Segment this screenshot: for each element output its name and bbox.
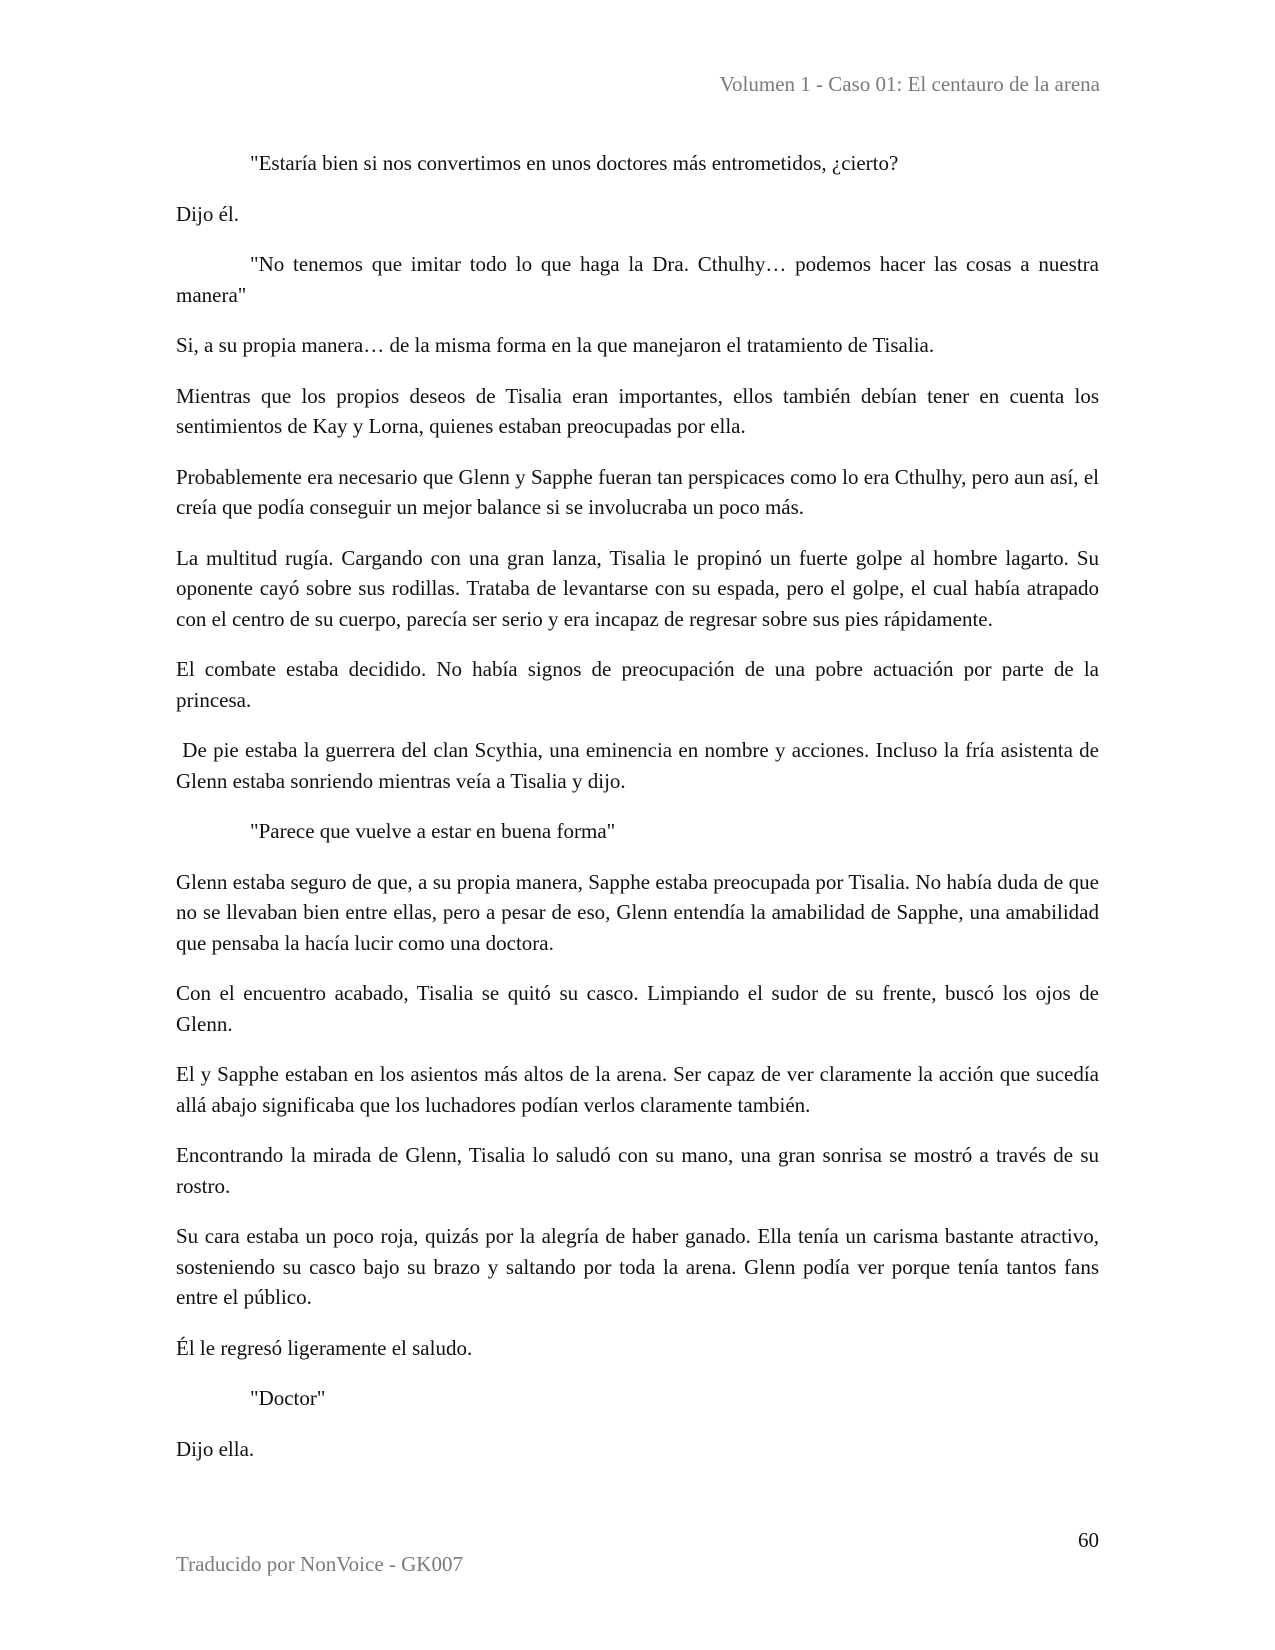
paragraph: El y Sapphe estaban en los asientos más altos de la arena. Ser capaz de ver claramente la acción que sucedía allá abajo significaba que los luchadores podían verlos claramente también. xyxy=(176,1062,1099,1117)
paragraph: Si, a su propia manera… de la misma forma en la que manejaron el tratamiento de Tisalia. xyxy=(176,333,935,357)
paragraph: La multitud rugía. Cargando con una gran lanza, Tisalia le propinó un fuerte golpe al hombre lagarto. Su oponente cayó sobre sus rodillas. Trataba de levantarse con su espada, pero el golpe, el cual había atrapado con el centro de su cuerpo, parecía ser serio y era incapaz de regresar sobre sus pies rápidamente. xyxy=(176,545,1099,631)
paragraph: Glenn estaba seguro de que, a su propia manera, Sapphe estaba preocupada por Tisalia. No había duda de que no se llevaban bien entre ellas, pero a pesar de eso, Glenn entendía la amabilidad de Sapphe, una amabilidad que pensaba la hacía lucir como una doctora. xyxy=(176,869,1099,955)
paragraph: Mientras que los propios deseos de Tisalia eran importantes, ellos también debían tener en cuenta los sentimientos de Kay y Lorna, quienes estaban preocupadas por ella. xyxy=(176,383,1099,438)
paragraph: "No tenemos que imitar todo lo que haga la Dra. Cthulhy… podemos hacer las cosas a nuestra manera" xyxy=(176,252,1099,307)
paragraph: Dijo él. xyxy=(176,201,239,226)
page-number: 60 xyxy=(1078,1528,1099,1552)
paragraph: Dijo ella. xyxy=(176,1436,255,1461)
paragraph: Encontrando la mirada de Glenn, Tisalia lo saludó con su mano, una gran sonrisa se mostró a través de su rostro. xyxy=(176,1143,1099,1198)
paragraph: Probablemente era necesario que Glenn y Sapphe fueran tan perspicaces como lo era Cthulhy, pero aun así, el creía que podía conseguir un mejor balance si se involucraba un poco más. xyxy=(176,464,1099,519)
paragraph: El combate estaba decidido. No había signos de preocupación de una pobre actuación por parte de la princesa. xyxy=(176,657,1099,712)
paragraph: "Estaría bien si nos convertimos en unos doctores más entrometidos, ¿cierto? xyxy=(250,151,899,175)
paragraph: "Parece que vuelve a estar en buena forma" xyxy=(250,819,616,843)
paragraph: "Doctor" xyxy=(250,1386,326,1410)
paragraph: Él le regresó ligeramente el saludo. xyxy=(176,1335,473,1360)
paragraph: De pie estaba la guerrera del clan Scythia, una eminencia en nombre y acciones. Incluso la fría asistenta de Glenn estaba sonriendo mientras veía a Tisalia y dijo. xyxy=(176,738,1105,793)
footer-credit: Traducido por NonVoice - GK007 xyxy=(176,1552,463,1576)
paragraph: Su cara estaba un poco roja, quizás por la alegría de haber ganado. Ella tenía un carisma bastante atractivo, sosteniendo su casco bajo su brazo y saltando por toda la arena. Glenn podía ver porque tenía tantos fans entre el público. xyxy=(176,1224,1099,1309)
running-header: Volumen 1 - Caso 01: El centauro de la arena xyxy=(719,72,1100,96)
paragraph: Con el encuentro acabado, Tisalia se quitó su casco. Limpiando el sudor de su frente, buscó los ojos de Glenn. xyxy=(176,981,1099,1036)
body-text xyxy=(176,148,1105,1484)
